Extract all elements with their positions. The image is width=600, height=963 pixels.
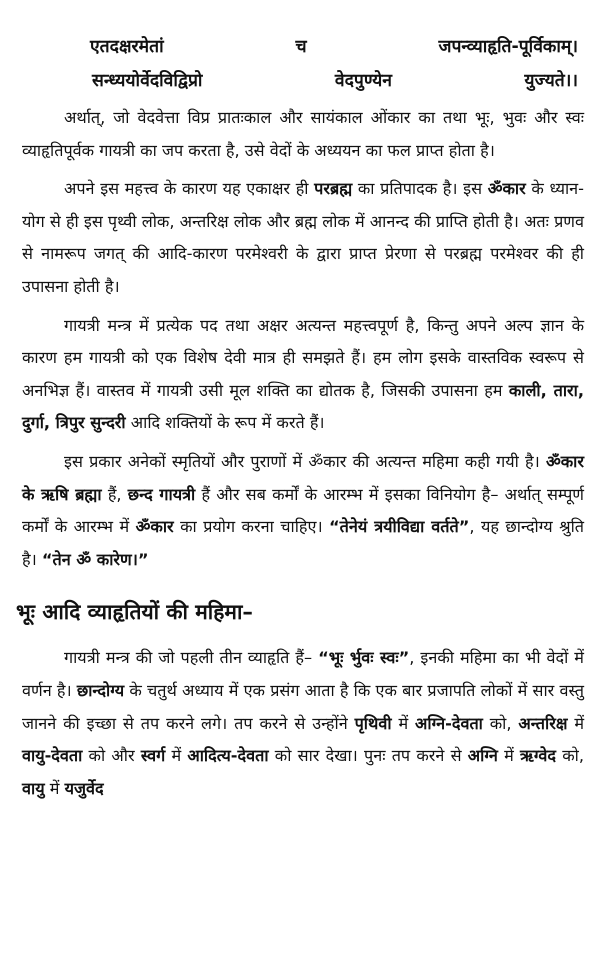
bold-term: छन्द गायत्री bbox=[127, 484, 196, 504]
text-run: , यह छान्दोग्य श्रुति है। bbox=[22, 517, 584, 569]
bold-term: ॐकार bbox=[135, 517, 174, 537]
bold-term: ॐकार bbox=[487, 179, 526, 199]
verse-line-2 bbox=[90, 64, 578, 98]
text-run: हैं, bbox=[101, 484, 128, 504]
text-run: में bbox=[165, 746, 188, 766]
text-run: गायत्री मन्त्र की जो पहली तीन व्याहृति हैं– bbox=[64, 648, 319, 668]
bold-term: काली, तारा, दुर्गा, त्रिपुर सुन्दरी bbox=[22, 380, 584, 433]
text-run: के चतुर्थ अध्याय में एक प्रसंग आता है कि एक बार प्रजापति लोकों में सार वस्तु जानने की इच्छा से तप करने लगे। तप करने से उन्होंने bbox=[22, 680, 584, 733]
paragraph-omkar-mahima bbox=[22, 446, 584, 576]
bold-term: वायु-देवता bbox=[22, 746, 83, 766]
text-run: के ध्यान-योग से ही इस पृथ्वी लोक, अन्तरिक्ष लोक और ब्रह्म लोक में आनन्द की प्राप्ति होती है। अतः प्रणव से नामरूप जगत् की आदि-कारण परमेश्वरी के द्वारा प्राप्त प्रेरणा से परब्रह्म परमेश्वर की ही उपासना होती है। bbox=[22, 179, 584, 296]
text-run: हैं और सब कर्मों के आरम्भ में इसका विनियोग है– अर्थात् सम्पूर्ण कर्मों के आरम्भ में bbox=[22, 484, 584, 537]
paragraph-parabrahma bbox=[22, 173, 584, 303]
bold-quote: “तेनेयं त्रयीविद्या वर्तते” bbox=[329, 517, 470, 537]
text-run: को सार देखा। पुनः तप करने से bbox=[268, 746, 468, 766]
bold-term: ऋग्वेद bbox=[520, 746, 556, 766]
bold-term: छान्दोग्य bbox=[76, 680, 125, 700]
verse-line-1 bbox=[90, 30, 578, 64]
verse-word: वेदपुण्येन bbox=[334, 71, 393, 91]
text-run: अर्थात्, जो वेदवेत्ता विप्र प्रातःकाल और सायंकाल ओंकार का तथा भूः, भुवः और स्वः व्याहृतिपूर्वक गायत्री का जप करता है, उसे वेदों के अध्ययन का फल प्राप्त होता है। bbox=[22, 108, 584, 160]
text-run: अपने इस महत्त्व के कारण यह एकाक्षर ही bbox=[64, 179, 315, 199]
paragraph-gayatri-shakti bbox=[22, 310, 584, 440]
paragraph-vyahriti bbox=[22, 642, 584, 805]
text-run: में bbox=[391, 713, 416, 733]
verse-word: एतदक्षरमेतां bbox=[90, 37, 164, 57]
bold-quote: “तेन ॐ कारेण।” bbox=[41, 549, 149, 569]
bold-quote: “भूः र्भुवः स्वः” bbox=[318, 648, 410, 668]
text-run: इस प्रकार अनेकों स्मृतियों और पुराणों में ॐकार की अत्यन्त महिमा कही गयी है। bbox=[64, 451, 546, 471]
bold-term: यजुर्वेद bbox=[64, 778, 104, 798]
bold-term: अन्तरिक्ष bbox=[518, 713, 568, 733]
paragraph-verse-meaning bbox=[22, 102, 584, 167]
bold-term: ॐकार के ऋषि ब्रह्मा bbox=[22, 451, 584, 504]
bold-term: पृथिवी bbox=[354, 713, 392, 733]
book-page bbox=[16, 30, 584, 805]
bold-term: स्वर्ग bbox=[140, 746, 166, 766]
text-run: आदि शक्तियों के रूप में करते हैं। bbox=[125, 413, 325, 433]
bold-term: अग्नि-देवता bbox=[415, 713, 483, 733]
bold-term: वायु bbox=[22, 778, 45, 798]
text-run: को, bbox=[555, 746, 584, 766]
sanskrit-verse bbox=[22, 30, 584, 98]
section-heading: भूः आदि व्याहृतियों की महिमा– bbox=[16, 600, 253, 625]
verse-word: युज्यते।। bbox=[524, 71, 578, 91]
text-run: का प्रतिपादक है। इस bbox=[352, 179, 488, 199]
text-run: , इनकी महिमा का भी वेदों में वर्णन है। bbox=[22, 648, 584, 700]
text-run: गायत्री मन्त्र में प्रत्येक पद तथा अक्षर अत्यन्त महत्त्वपूर्ण है, किन्तु अपने अल्प ज्ञान के कारण हम गायत्री को एक विशेष देवी मात्र ही समझते हैं। हम लोग इसके वास्तविक स्वरूप से अनभिज्ञ हैं। वास्तव में गायत्री उसी मूल शक्ति का द्योतक है, जिसकी उपासना हम bbox=[22, 315, 584, 400]
bold-term: आदित्य-देवता bbox=[187, 746, 269, 766]
bold-term: परब्रह्म bbox=[314, 179, 353, 199]
verse-word: सन्ध्ययोर्वेदविद्विप्रो bbox=[92, 71, 203, 91]
text-run: का प्रयोग करना चाहिए। bbox=[173, 517, 330, 537]
text-run: को, bbox=[482, 713, 519, 733]
bold-term: अग्नि bbox=[467, 746, 498, 766]
text-run: में bbox=[567, 713, 584, 733]
text-run: में bbox=[44, 778, 65, 798]
text-run: को और bbox=[82, 746, 141, 766]
text-run: में bbox=[497, 746, 521, 766]
verse-word: जपन्व्याहृति-पूर्विकाम्। bbox=[438, 37, 578, 57]
verse-word: च bbox=[295, 37, 307, 57]
